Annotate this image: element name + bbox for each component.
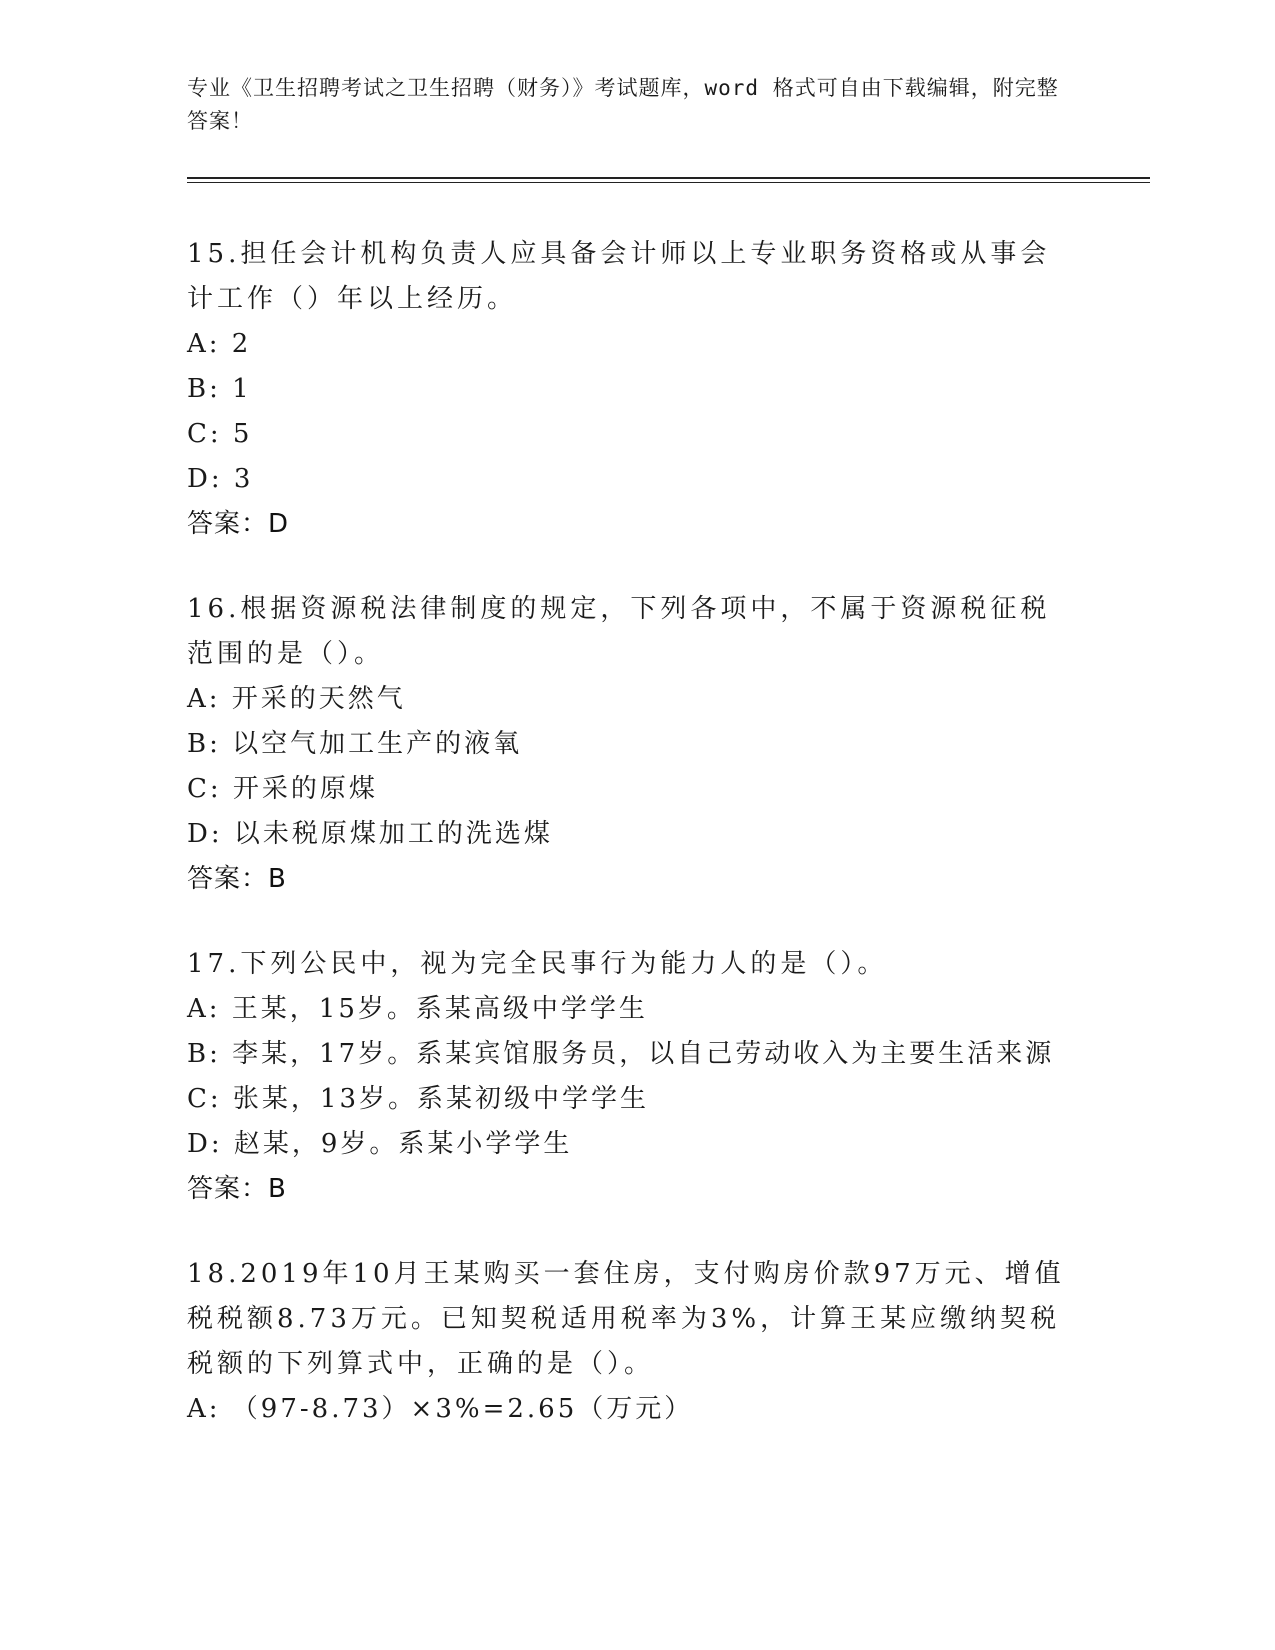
option-b: B: 1 bbox=[187, 374, 252, 404]
option-a: A: （97-8.73）×3%=2.65（万元） bbox=[187, 1394, 694, 1424]
answer-line: 答案：B bbox=[187, 1174, 287, 1204]
question-stem: 18.2019年10月王某购买一套住房，支付购房价款97万元、增值税税额8.73万元。已知契税适用税率为3%，计算王某应缴纳契税税额的下列算式中，正确的是（）。 bbox=[187, 1259, 1065, 1379]
option-c: C: 5 bbox=[187, 419, 253, 449]
option-b: B: 以空气加工生产的液氧 bbox=[187, 729, 523, 759]
question-17 bbox=[187, 942, 1077, 1212]
document-header: 专业《卫生招聘考试之卫生招聘（财务）》考试题库，word 格式可自由下载编辑，附完整答案！ bbox=[187, 76, 1059, 133]
option-d: D: 3 bbox=[187, 464, 254, 494]
question-16 bbox=[187, 587, 1077, 902]
question-list bbox=[187, 232, 1077, 1472]
option-list bbox=[187, 987, 1077, 1167]
question-stem: 16.根据资源税法律制度的规定，下列各项中，不属于资源税征税范围的是（）。 bbox=[187, 594, 1051, 669]
option-a: A: 2 bbox=[187, 329, 252, 359]
header-divider bbox=[187, 177, 1150, 179]
answer-line: 答案：B bbox=[187, 864, 287, 894]
header-divider-thin bbox=[187, 182, 1150, 183]
option-list bbox=[187, 677, 1077, 857]
question-stem: 15.担任会计机构负责人应具备会计师以上专业职务资格或从事会计工作（）年以上经历。 bbox=[187, 239, 1051, 314]
option-d: D: 以未税原煤加工的洗选煤 bbox=[187, 819, 553, 849]
question-stem: 17.下列公民中，视为完全民事行为能力人的是（）。 bbox=[187, 949, 888, 979]
option-list bbox=[187, 322, 1077, 502]
option-list bbox=[187, 1387, 1077, 1432]
question-18 bbox=[187, 1252, 1077, 1432]
option-a: A: 王某，15岁。系某高级中学学生 bbox=[187, 994, 648, 1024]
option-c: C: 张某，13岁。系某初级中学学生 bbox=[187, 1084, 650, 1114]
option-c: C: 开采的原煤 bbox=[187, 774, 378, 804]
option-a: A: 开采的天然气 bbox=[187, 684, 406, 714]
answer-line: 答案：D bbox=[187, 509, 290, 539]
option-b: B: 李某，17岁。系某宾馆服务员，以自己劳动收入为主要生活来源 bbox=[187, 1039, 1055, 1069]
question-15 bbox=[187, 232, 1077, 547]
option-d: D: 赵某，9岁。系某小学学生 bbox=[187, 1129, 573, 1159]
